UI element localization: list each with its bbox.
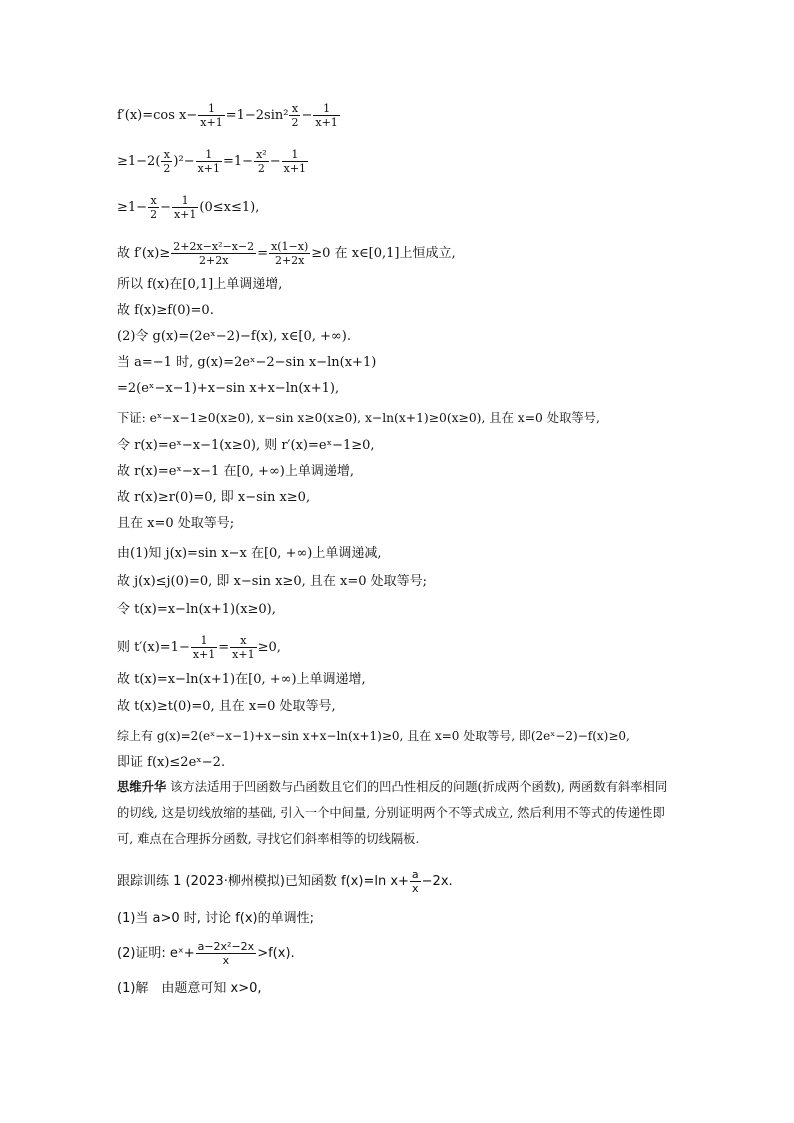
note-text: 该方法适用于凹函数与凸函数且它们的凹凸性相反的问题(折成两个函数), 两函数有斜率相同的切线, 这是切线放缩的基础, 引入一个中间量, 分别证明两个不等式成立, 然后利用不等式的传递性即可, 难点在合理拆分函数, 寻找它们斜率相等的切线隔板. xyxy=(117,780,668,846)
text-line-16: 故 j(x)≤j(0)=0, 即 x−sin x≥0, 且在 x=0 处取等号; xyxy=(117,574,427,589)
fraction: $\frac{x}{x+1}$ xyxy=(232,634,255,661)
exercise-part-1: (1)当 a>0 时, 讨论 f(x)的单调性; xyxy=(117,911,314,926)
equation-line-1: f′(x)=cos x− $\frac{1}{x+1}$ =1−2sin² $\frac{x}{2}$ − $\frac{1}{x+1}$ xyxy=(117,102,338,129)
text-line-6: 故 f(x)≥f(0)=0. xyxy=(117,303,214,318)
text-line-21: 综上有 g(x)=2(eˣ−x−1)+x−sin x+x−ln(x+1)≥0, 且在 x=0 处取等号, 即(2eˣ−2)−f(x)≥0, xyxy=(117,729,630,743)
text-line-15: 由(1)知 j(x)=sin x−x 在[0, +∞)上单调递减, xyxy=(117,546,382,561)
fraction: $\frac{1}{x+1}$ xyxy=(173,194,197,221)
fraction: $\frac{x(1-x)}{2+2x}$ xyxy=(271,240,309,267)
text-line-5: 所以 f(x)在[0,1]上单调递增, xyxy=(117,277,283,292)
text-line-11: 令 r(x)=eˣ−x−1(x≥0), 则 r′(x)=eˣ−1≥0, xyxy=(117,438,375,453)
fraction: $\frac{a}{x}$ xyxy=(411,868,419,895)
text-line-9: =2(eˣ−x−1)+x−sin x+x−ln(x+1), xyxy=(117,381,340,396)
equation-line-4: 故 f′(x)≥ $\frac{\text{2+2x−x²−x−2}}{2+2x}$ = $\frac{x(1-x)}{2+2x}$ ≥0 在 x∈[0,1]上恒成立, xyxy=(117,240,456,267)
fraction: $\frac{\text{x²}}{2}$ xyxy=(256,148,267,175)
exercise-part-2: (2)证明: eˣ+ $\frac{\text{a−2x²−2x}}{x}$ >f(x). xyxy=(117,940,295,967)
fraction: $\frac{x}{2}$ xyxy=(150,194,158,221)
equation-line-2: ≥1−2( $\frac{x}{2}$ )²− $\frac{1}{x+1}$ =1− $\frac{\text{x²}}{2}$ − $\frac{1}{x+1}$ xyxy=(117,148,307,175)
fraction: $\frac{1}{x+1}$ xyxy=(283,148,307,175)
text-line-17: 令 t(x)=x−ln(x+1)(x≥0), xyxy=(117,602,276,617)
text-line-19: 故 t(x)=x−ln(x+1)在[0, +∞)上单调递增, xyxy=(117,672,366,687)
summary-note xyxy=(117,774,679,852)
exercise-title: 跟踪训练 1 (2023·柳州模拟)已知函数 f(x)=ln x+ $\frac{a}{x}$ −2x. xyxy=(117,868,453,895)
equation-line-18: 则 t′(x)=1− $\frac{1}{x+1}$ = $\frac{x}{x+1}$ ≥0, xyxy=(117,634,281,661)
text-line-13: 故 r(x)≥r(0)=0, 即 x−sin x≥0, xyxy=(117,490,311,505)
fraction: $\frac{1}{x+1}$ xyxy=(315,102,338,129)
note-label: 思维升华 xyxy=(117,780,167,794)
text-line-12: 故 r(x)=eˣ−x−1 在[0, +∞)上单调递增, xyxy=(117,464,354,479)
fraction: $\frac{\text{a−2x²−2x}}{x}$ xyxy=(197,940,255,967)
fraction: $\frac{\text{2+2x−x²−x−2}}{2+2x}$ xyxy=(173,240,255,267)
fraction: $\frac{1}{x+1}$ xyxy=(192,634,216,661)
fraction: $\frac{x}{2}$ xyxy=(163,148,171,175)
text-line-14: 且在 x=0 处取等号; xyxy=(117,516,235,531)
text-line-7: (2)令 g(x)=(2eˣ−2)−f(x), x∈[0, +∞). xyxy=(117,329,351,344)
text-line-22: 即证 f(x)≤2eˣ−2. xyxy=(117,755,226,770)
equation-line-3: ≥1− $\frac{x}{2}$ − $\frac{1}{x+1}$ (0≤x≤1), xyxy=(117,194,260,221)
fraction: $\frac{1}{x+1}$ xyxy=(197,148,221,175)
text-line-8: 当 a=−1 时, g(x)=2eˣ−2−sin x−ln(x+1) xyxy=(117,355,377,370)
text-line-10: 下证: eˣ−x−1≥0(x≥0), x−sin x≥0(x≥0), x−ln(x+1)≥0(x≥0), 且在 x=0 处取等号, xyxy=(117,411,600,425)
text-line-20: 故 t(x)≥t(0)=0, 且在 x=0 处取等号, xyxy=(117,699,336,714)
solution-start: (1)解 由题意可知 x>0, xyxy=(117,981,262,996)
fraction: $\frac{x}{2}$ xyxy=(291,102,299,129)
fraction: $\frac{1}{x+1}$ xyxy=(200,102,223,129)
